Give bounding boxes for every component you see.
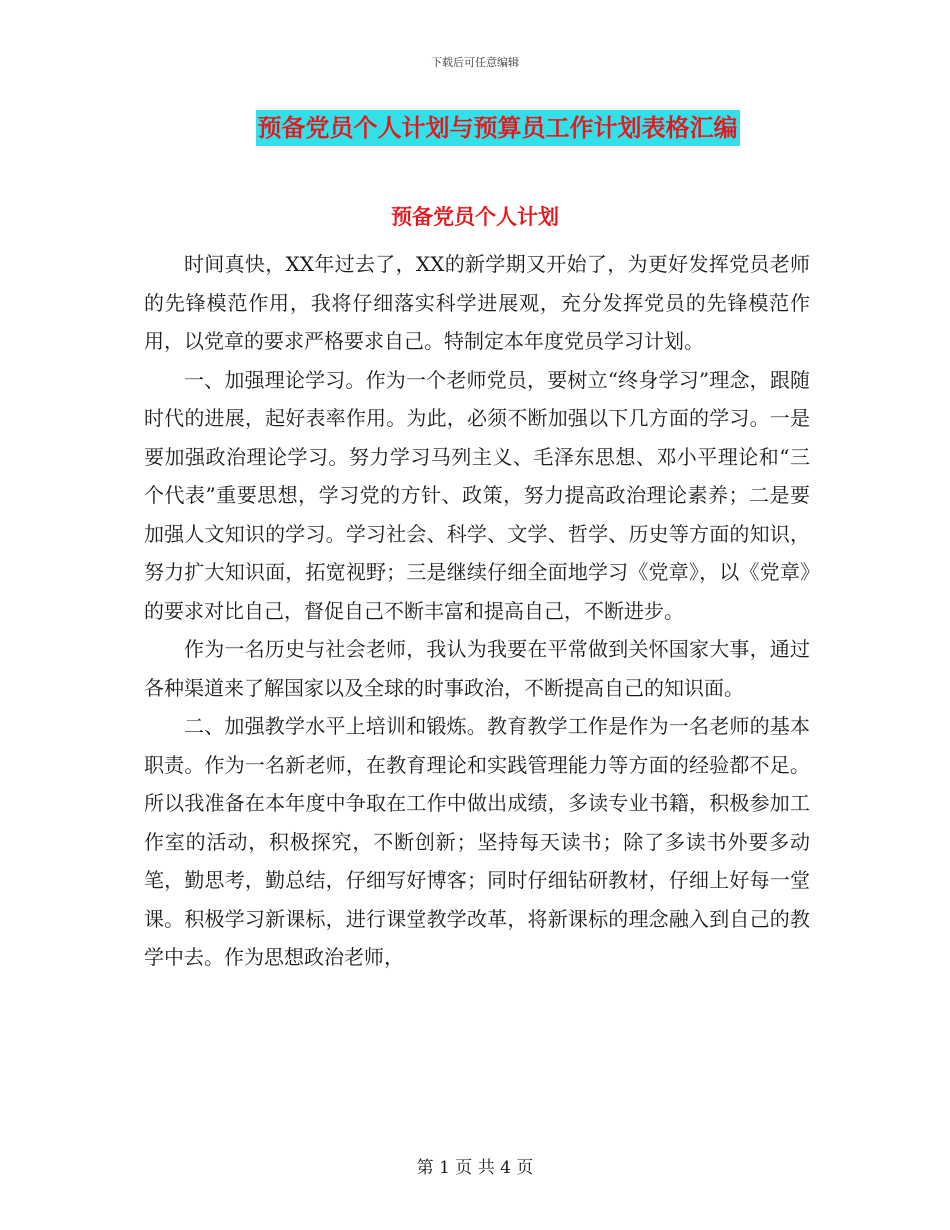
section-title: 预备党员个人计划	[391, 205, 559, 229]
paragraph-current-affairs: 作为一名历史与社会老师，我认为我要在平常做到关怀国家大事，通过各种渠道来了解国家以及全球的时事政治，不断提高自己的知识面。	[144, 637, 810, 700]
paragraph-intro: 时间真快，XX年过去了，XX的新学期又开始了，为更好发挥党员老师的先锋模范作用，我将仔细落实科学进展观，充分发挥党员的先锋模范作用，以党章的要求严格要求自己。特制定本年度党员学习计划。	[144, 252, 810, 353]
main-title-container	[0, 110, 950, 146]
page-number-footer: 第 1 页 共 4 页	[416, 1158, 534, 1178]
header-note: 下载后可任意编辑	[431, 56, 519, 69]
paragraph-theory-study: 一、加强理论学习。作为一个老师党员，要树立“终身学习”理念，跟随时代的进展，起好表率作用。为此，必须不断加强以下几方面的学习。一是要加强政治理论学习。努力学习马列主义、毛泽东思想、邓小平理论和“三个代表”重要思想，学习党的方针、政策，努力提高政治理论素养；二是要加强人文知识的学习。学习社会、科学、文学、哲学、历史等方面的知识，努力扩大知识面，拓宽视野；三是继续仔细全面地学习《党章》，以《党章》的要求对比自己，督促自己不断丰富和提高自己，不断进步。	[144, 367, 810, 623]
paragraph-teaching-training: 二、加强教学水平上培训和锻炼。教育教学工作是作为一名老师的基本职责。作为一名新老师，在教育理论和实践管理能力等方面的经验都不足。所以我准备在本年度中争取在工作中做出成绩，多读专业书籍，积极参加工作室的活动，积极探究，不断创新；坚持每天读书；除了多读书外要多动笔，勤思考，勤总结，仔细写好博客；同时仔细钻研教材，仔细上好每一堂课。积极学习新课标，进行课堂教学改革，将新课标的理念融入到自己的教学中去。作为思想政治老师，	[144, 714, 810, 969]
document-body	[144, 245, 810, 977]
main-title: 预备党员个人计划与预算员工作计划表格汇编	[256, 110, 740, 146]
